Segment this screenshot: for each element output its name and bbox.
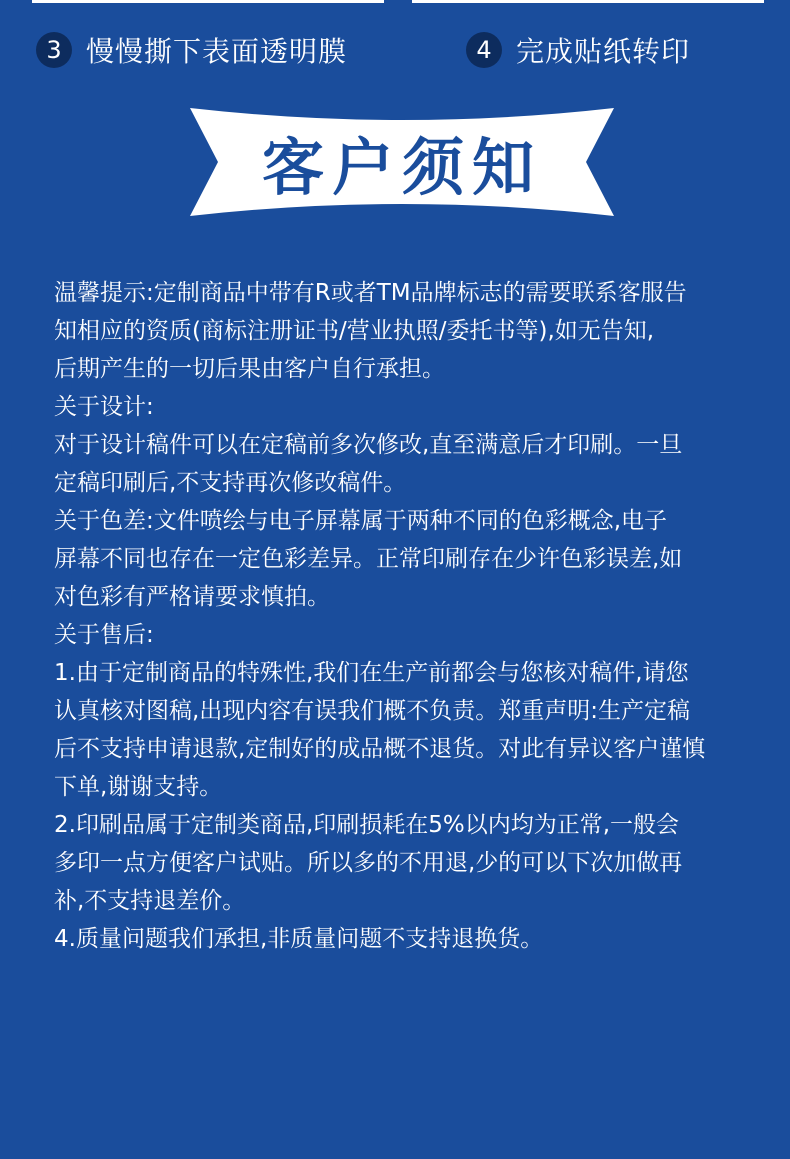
step-3-number-badge: 3 xyxy=(36,32,72,68)
notice-line: 屏幕不同也存在一定色彩差异。正常印刷存在少许色彩误差,如 xyxy=(54,546,683,572)
notice-line: 补,不支持退差价。 xyxy=(54,888,246,914)
step-4-text: 完成贴纸转印 xyxy=(516,35,691,68)
step-4 xyxy=(466,30,690,70)
top-divider-right xyxy=(412,0,764,3)
notice-line: 下单,谢谢支持。 xyxy=(54,774,223,800)
step-4-number-badge: 4 xyxy=(466,32,502,68)
banner-title: 客户须知 xyxy=(261,130,542,204)
notice-line: 知相应的资质(商标注册证书/营业执照/委托书等),如无告知, xyxy=(54,318,655,344)
notice-line: 定稿印刷后,不支持再次修改稿件。 xyxy=(54,470,407,496)
notice-line: 关于售后: xyxy=(54,622,154,648)
notice-line: 4.质量问题我们承担,非质量问题不支持退换货。 xyxy=(54,926,544,952)
top-divider-left xyxy=(32,0,384,3)
notice-banner xyxy=(188,106,616,218)
notice-line: 后期产生的一切后果由客户自行承担。 xyxy=(54,356,445,382)
notice-line: 对于设计稿件可以在定稿前多次修改,直至满意后才印刷。一旦 xyxy=(54,432,683,458)
step-3-text: 慢慢撕下表面透明膜 xyxy=(86,35,348,68)
notice-line: 认真核对图稿,出现内容有误我们概不负责。郑重声明:生产定稿 xyxy=(54,698,691,724)
notice-line: 后不支持申请退款,定制好的成品概不退货。对此有异议客户谨慎 xyxy=(54,736,706,762)
notice-line: 1.由于定制商品的特殊性,我们在生产前都会与您核对稿件,请您 xyxy=(54,660,689,686)
notice-line: 关于色差:文件喷绘与电子屏幕属于两种不同的色彩概念,电子 xyxy=(54,508,668,534)
step-3 xyxy=(36,30,347,70)
notice-line: 对色彩有严格请要求慎拍。 xyxy=(54,584,330,610)
customer-notice-text xyxy=(54,274,764,958)
notice-line: 温馨提示:定制商品中带有R或者TM品牌标志的需要联系客服告 xyxy=(54,280,687,306)
notice-line: 2.印刷品属于定制类商品,印刷损耗在5%以内均为正常,一般会 xyxy=(54,812,680,838)
notice-line: 关于设计: xyxy=(54,394,154,420)
notice-line: 多印一点方便客户试贴。所以多的不用退,少的可以下次加做再 xyxy=(54,850,683,876)
